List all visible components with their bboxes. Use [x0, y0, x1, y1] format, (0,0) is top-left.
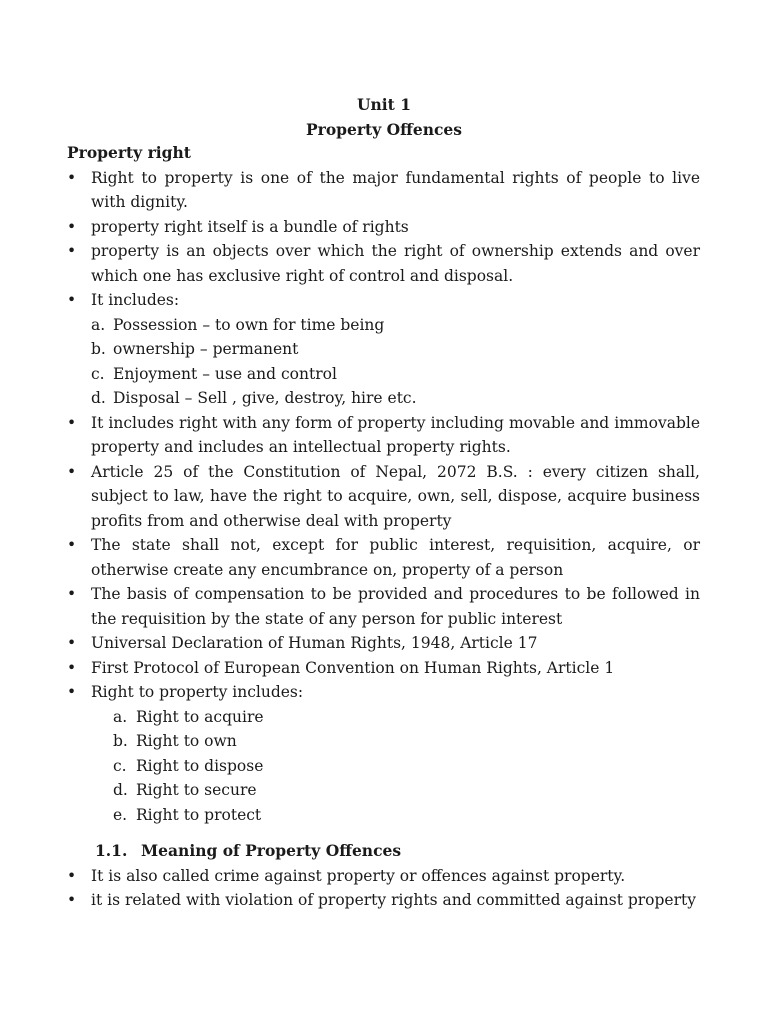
sublist-item — [91, 778, 700, 803]
sublist-text: Possession – to own for time being — [113, 315, 385, 334]
sublist-marker: b. — [113, 732, 128, 750]
sublist-marker: c. — [113, 756, 127, 775]
sublist-item — [91, 386, 700, 411]
sublist-marker: d. — [91, 389, 106, 407]
sublist-text: Enjoyment – use and control — [113, 364, 337, 383]
sublist-marker: c. — [91, 364, 105, 383]
section-title: Meaning of Property Offences — [141, 841, 402, 860]
property-right-heading: Property right — [67, 143, 191, 162]
list-item: • It is also called crime against property or offences against property. — [67, 864, 700, 889]
section-list — [67, 864, 700, 913]
list-item: • It includes right with any form of property including movable and immovable property and includes an intellectual property rights. — [67, 411, 700, 460]
list-item — [67, 288, 700, 411]
sublist-marker: e. — [113, 805, 128, 824]
list-item: • property right itself is a bundle of rights — [67, 215, 700, 240]
list-item: • Article 25 of the Constitution of Nepal, 2072 B.S. : every citizen shall, subject to law, have the right to acquire, own, sell, dispose, acquire business profits from and otherwise deal with property — [67, 460, 700, 534]
sublist-text: Right to acquire — [136, 707, 264, 726]
sublist-item — [91, 803, 700, 828]
rights-sublist — [91, 705, 700, 828]
list-item-text: • It includes: — [91, 291, 180, 309]
list-item: • First Protocol of European Convention on Human Rights, Article 1 — [67, 656, 700, 681]
sublist-text: ownership – permanent — [113, 340, 299, 358]
sublist-item — [91, 705, 700, 730]
list-item: • The state shall not, except for public interest, requisition, acquire, or otherwise create any encumbrance on, property of a person — [67, 533, 700, 582]
sublist-item — [91, 362, 700, 387]
document-body — [67, 141, 700, 913]
sublist-text: Right to protect — [136, 805, 262, 824]
section-number: 1.1. — [95, 841, 128, 860]
includes-sublist — [91, 313, 700, 411]
list-item-text: • Right to property includes: — [91, 683, 304, 701]
sublist-item — [91, 729, 700, 754]
list-item: • Right to property is one of the major fundamental rights of people to live with dignity. — [67, 166, 700, 215]
unit-heading — [0, 93, 768, 142]
section-heading — [67, 839, 700, 864]
sublist-item — [91, 313, 700, 338]
sublist-marker: d. — [113, 781, 128, 799]
sublist-text: Right to dispose — [136, 756, 264, 775]
list-item: • The basis of compensation to be provided and procedures to be followed in the requisition by the state of any person for public interest — [67, 582, 700, 631]
list-item: • Universal Declaration of Human Rights, 1948, Article 17 — [67, 631, 700, 656]
list-item: • it is related with violation of property rights and committed against property — [67, 888, 700, 913]
sublist-text: Right to own — [136, 732, 237, 750]
unit-title: Property Offences — [306, 119, 462, 139]
unit-label: Unit 1 — [356, 95, 411, 114]
sublist-marker: a. — [113, 707, 128, 726]
sublist-text: Right to secure — [136, 781, 257, 799]
property-right-list — [67, 166, 700, 828]
sublist-item — [91, 754, 700, 779]
list-item — [67, 680, 700, 827]
list-item: • property is an objects over which the right of ownership extends and over which one has exclusive right of control and disposal. — [67, 239, 700, 288]
sublist-marker: b. — [91, 340, 106, 358]
sublist-item — [91, 337, 700, 362]
sublist-text: Disposal – Sell , give, destroy, hire etc. — [113, 389, 417, 407]
sublist-marker: a. — [91, 315, 106, 334]
